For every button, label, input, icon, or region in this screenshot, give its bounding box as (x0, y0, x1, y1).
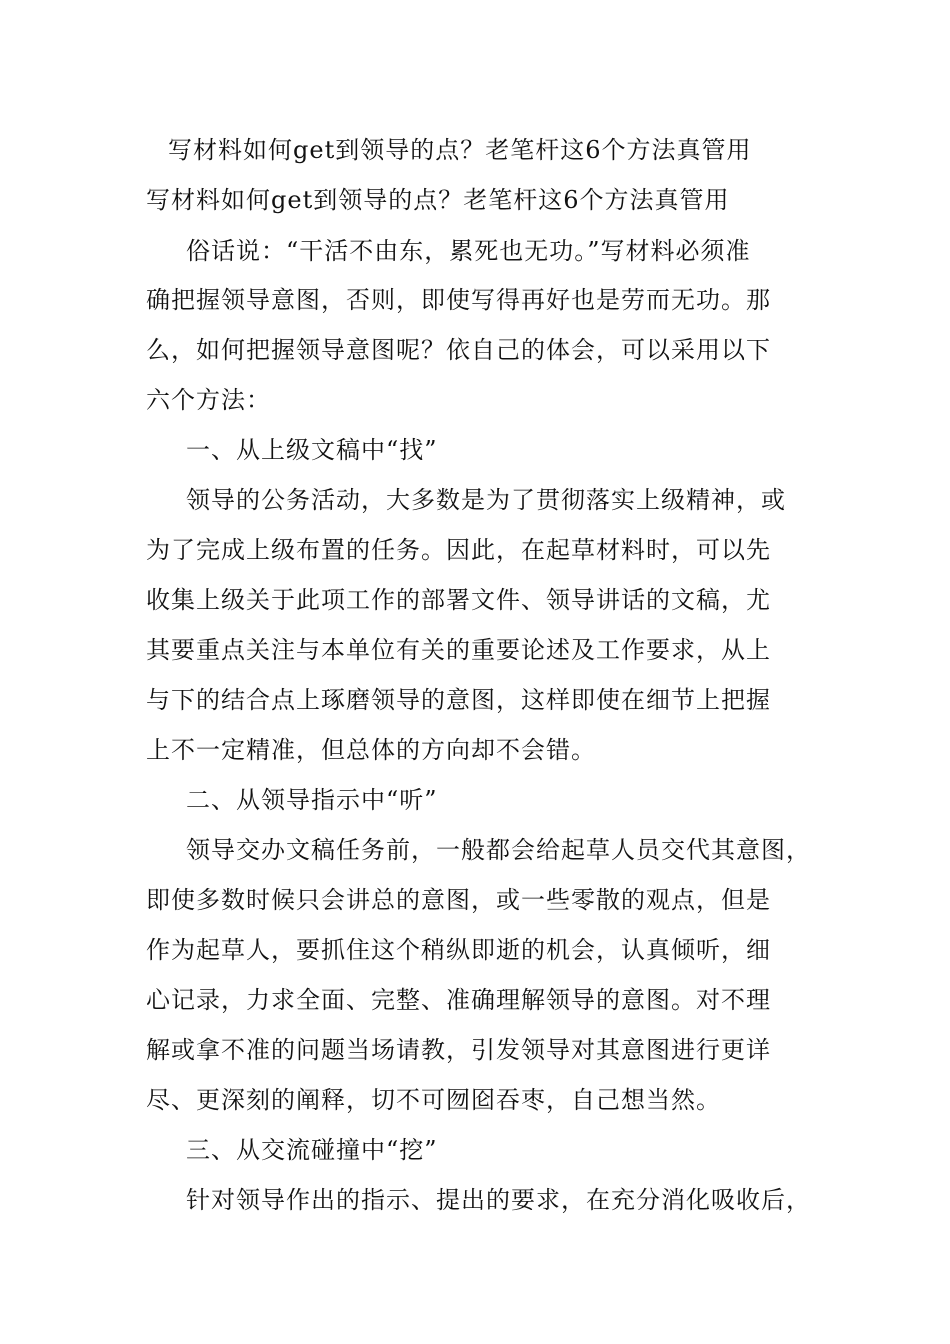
section-2-line: 领导交办文稿任务前，一般都会给起草人员交代其意图， (186, 836, 811, 864)
section-1-line: 其要重点关注与本单位有关的重要论述及工作要求，从上 (146, 636, 771, 664)
document-title-repeat: 写材料如何get到领导的点？老笔杆这6个方法真管用 (146, 186, 730, 214)
section-heading-1: 一、从上级文稿中“找” (186, 436, 438, 464)
section-2-line: 即使多数时候只会讲总的意图，或一些零散的观点，但是 (146, 886, 771, 914)
intro-line: 确把握领导意图，否则，即使写得再好也是劳而无功。那 (146, 286, 771, 314)
section-1-line: 与下的结合点上琢磨领导的意图，这样即使在细节上把握 (146, 686, 771, 714)
document-title: 写材料如何get到领导的点？老笔杆这6个方法真管用 (168, 136, 752, 164)
section-1-line: 领导的公务活动，大多数是为了贯彻落实上级精神，或 (186, 486, 786, 514)
intro-line: 六个方法： (146, 386, 271, 414)
section-2-line: 解或拿不准的问题当场请教，引发领导对其意图进行更详 (146, 1036, 771, 1064)
section-1-line: 上不一定精准，但总体的方向却不会错。 (146, 736, 596, 764)
section-3-line: 针对领导作出的指示、提出的要求，在充分消化吸收后， (186, 1186, 811, 1214)
intro-line: 么，如何把握领导意图呢？依自己的体会，可以采用以下 (146, 336, 771, 364)
section-1-line: 为了完成上级布置的任务。因此，在起草材料时，可以先 (146, 536, 771, 564)
section-heading-2: 二、从领导指示中“听” (186, 786, 438, 814)
section-2-line: 作为起草人，要抓住这个稍纵即逝的机会，认真倾听，细 (146, 936, 771, 964)
intro-line: 俗话说：“干活不由东，累死也无功。”写材料必须准 (186, 237, 751, 265)
section-1-line: 收集上级关于此项工作的部署文件、领导讲话的文稿，尤 (146, 586, 771, 614)
section-2-line: 心记录，力求全面、完整、准确理解领导的意图。对不理 (146, 986, 771, 1014)
section-heading-3: 三、从交流碰撞中“挖” (186, 1136, 438, 1164)
section-2-line: 尽、更深刻的阐释，切不可囫囵吞枣，自己想当然。 (146, 1086, 721, 1114)
